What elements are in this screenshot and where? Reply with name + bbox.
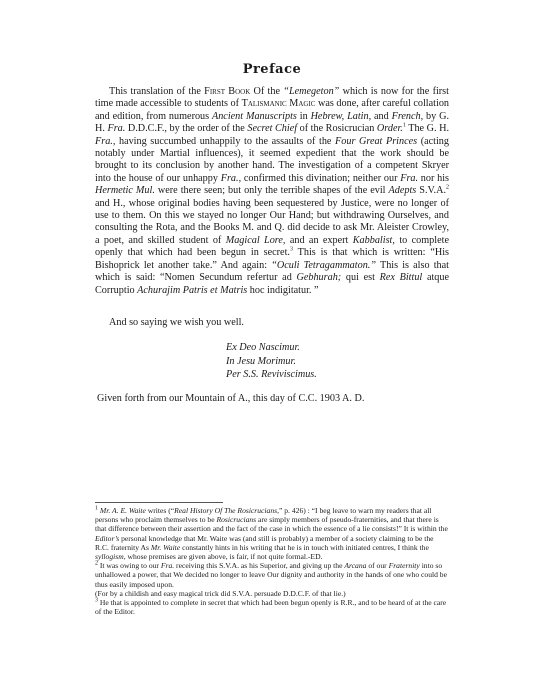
- footnotes: [95, 506, 449, 616]
- italic-run: “Oculi Tetragammaton.”: [271, 259, 377, 271]
- italic-run: “Lemegeton”: [283, 86, 340, 97]
- text-run: personal knowledge that Mr. Waite was (and still is probably) a member of a society claiming to be the R.C. fraternity As: [95, 533, 434, 552]
- text-run: of the Rosicrucian: [297, 123, 377, 135]
- italic-run: Secret Chief: [247, 123, 298, 135]
- italic-run: Ancient Manuscripts: [211, 110, 297, 122]
- text-run: of our: [366, 561, 389, 571]
- footnote-marker: 2: [446, 184, 449, 191]
- text-run: atque Corruptio: [95, 272, 450, 296]
- italic-run: Fra.: [107, 123, 126, 135]
- italic-run: Achurajim Patris et Matris: [137, 284, 248, 296]
- italic-run: Four Great Princes: [335, 135, 418, 147]
- motto-line: Per S.S. Reviviscimus.: [226, 369, 317, 380]
- text-run: hoc indigitatur. ”: [247, 284, 319, 296]
- text-run: were there seen; but only the terrible shapes of the evil: [154, 185, 389, 197]
- small-caps-run: Talismanic Magic: [241, 98, 316, 110]
- italic-run: Editor’s: [95, 533, 120, 543]
- footnote-marker: 2: [95, 560, 98, 567]
- italic-run: Rex Bittul: [379, 272, 423, 284]
- italic-run: Real History Of The Rosicrucians,: [174, 506, 279, 515]
- text-run: nor his: [418, 172, 450, 184]
- footnote-marker: 3: [95, 597, 98, 604]
- motto-line: Ex Deo Nascimur.: [226, 342, 300, 353]
- footnote-marker: 3: [289, 246, 293, 253]
- page-title: Preface: [242, 62, 302, 77]
- text-run: by G. H.: [95, 110, 450, 135]
- small-caps-run: First Book: [204, 86, 251, 97]
- text-run: was done, after careful collation and edition, from numerous: [95, 98, 450, 122]
- text-run: The G. H.: [405, 123, 449, 135]
- italic-run: Fra.: [160, 561, 175, 571]
- text-run: and an expert: [285, 234, 353, 246]
- latin-motto: [226, 341, 317, 382]
- text-run: and H., whose original bodies having been sequestered by Justice, were no longer of use to them. On this we stayed no longer Our Hand; but withdrawing Ourselves, and consulting the Rota, and the Books M. and Q. did decide to ask Mr. Aleister Crowley, a poet, and skilled student of: [95, 197, 449, 246]
- text-run: are simply members of pseudo-fraternities, and that there is that difference between their assertion and the fact of the case in which the essence of a lie consists!” It is within the: [95, 515, 448, 534]
- italic-run: Order.: [376, 123, 403, 135]
- footnote: [95, 561, 449, 589]
- italic-run: Fra.: [400, 172, 419, 184]
- italic-run: Fra.,: [220, 172, 242, 184]
- footnote-marker: 1: [95, 505, 98, 512]
- italic-run: Rosicrucians: [216, 515, 257, 525]
- italic-run: French,: [391, 110, 424, 122]
- text-run: Of the: [250, 86, 284, 97]
- footnote: [95, 598, 449, 616]
- footnote-rule: [95, 502, 223, 503]
- italic-run: Hebrew, Latin,: [310, 110, 372, 122]
- text-run: to complete openly that which had been begun in secret.: [95, 234, 449, 259]
- italic-run: Arcana: [344, 561, 367, 571]
- italic-run: syllogism,: [95, 552, 126, 562]
- text-run: This is also that which is said: “Nomen Secundum refertur ad: [95, 259, 449, 284]
- text-run: (For by a childish and easy magical trick did S.V.A. persuade D.D.C.F. of that lie.): [95, 588, 346, 598]
- text-run: qui est: [341, 272, 380, 284]
- closing-line: And so saying we wish you well.: [109, 317, 244, 328]
- footnote: [95, 506, 449, 561]
- text-run: ” p. 426) : “I beg leave to warn my readers that all persons who proclaim themselves to be: [95, 506, 432, 525]
- text-run: This is that which is written: “His Bishoprick let another take.” And again:: [95, 247, 449, 271]
- italic-run: Kabbalist,: [352, 234, 395, 246]
- body-text: [95, 86, 449, 297]
- preface-paragraph: [95, 86, 449, 297]
- text-run: It was owing to our: [98, 561, 161, 571]
- footnote: [95, 589, 449, 598]
- text-run: (acting notably under Martial influences), it seemed expedient that the work should be brought to its conclusion by another hand. The investigation of a competent Skryer into the house of our unhappy: [95, 135, 449, 184]
- text-run: He that is appointed to complete in secret that which had been begun openly is R.R., and to be heard of at the care of the Editor.: [95, 598, 447, 617]
- text-run: which is now for the first time made accessible to students of: [95, 86, 449, 110]
- italic-run: Magical Lore,: [225, 234, 286, 246]
- text-run: in: [296, 110, 311, 122]
- motto-line: In Jesu Morimur.: [226, 355, 296, 367]
- text-run: into so unhallowed a power, that We decided no longer to leave Our dignity and authority in the hands of one who could be thus easily imposed upon.: [95, 561, 447, 589]
- text-run: This translation of the: [109, 86, 205, 97]
- text-run: constantly hints in his writing that he is in touch with initiated centres, I think the: [180, 542, 429, 552]
- text-run: D.D.C.F., by the order of the: [125, 123, 248, 135]
- italic-run: Gebhurah;: [296, 272, 342, 284]
- italic-run: Adepts: [388, 185, 417, 197]
- text-run: writes (“: [145, 506, 175, 515]
- text-run: having succumbed unhappily to the assaults of the: [115, 135, 336, 147]
- italic-run: Fraternity: [388, 561, 420, 571]
- given-forth-line: Given forth from our Mountain of A., this day of C.C. 1903 A. D.: [97, 393, 365, 404]
- text-run: confirmed this divination; neither our: [241, 172, 401, 184]
- text-run: and: [371, 110, 392, 122]
- footnote-marker: 1: [402, 122, 406, 129]
- italic-run: Mr. Waite: [150, 542, 181, 552]
- text-run: whose premises are given above, is fair, if not quite formal.-ED.: [125, 552, 323, 562]
- text-run: receiving this S.V.A. as his Superior, and giving up the: [174, 561, 345, 571]
- italic-run: Mr. A. E. Waite: [99, 506, 146, 515]
- italic-run: Fra.,: [95, 135, 116, 147]
- italic-run: Hermetic Mul.: [95, 185, 155, 197]
- text-run: S.V.A.: [416, 185, 446, 197]
